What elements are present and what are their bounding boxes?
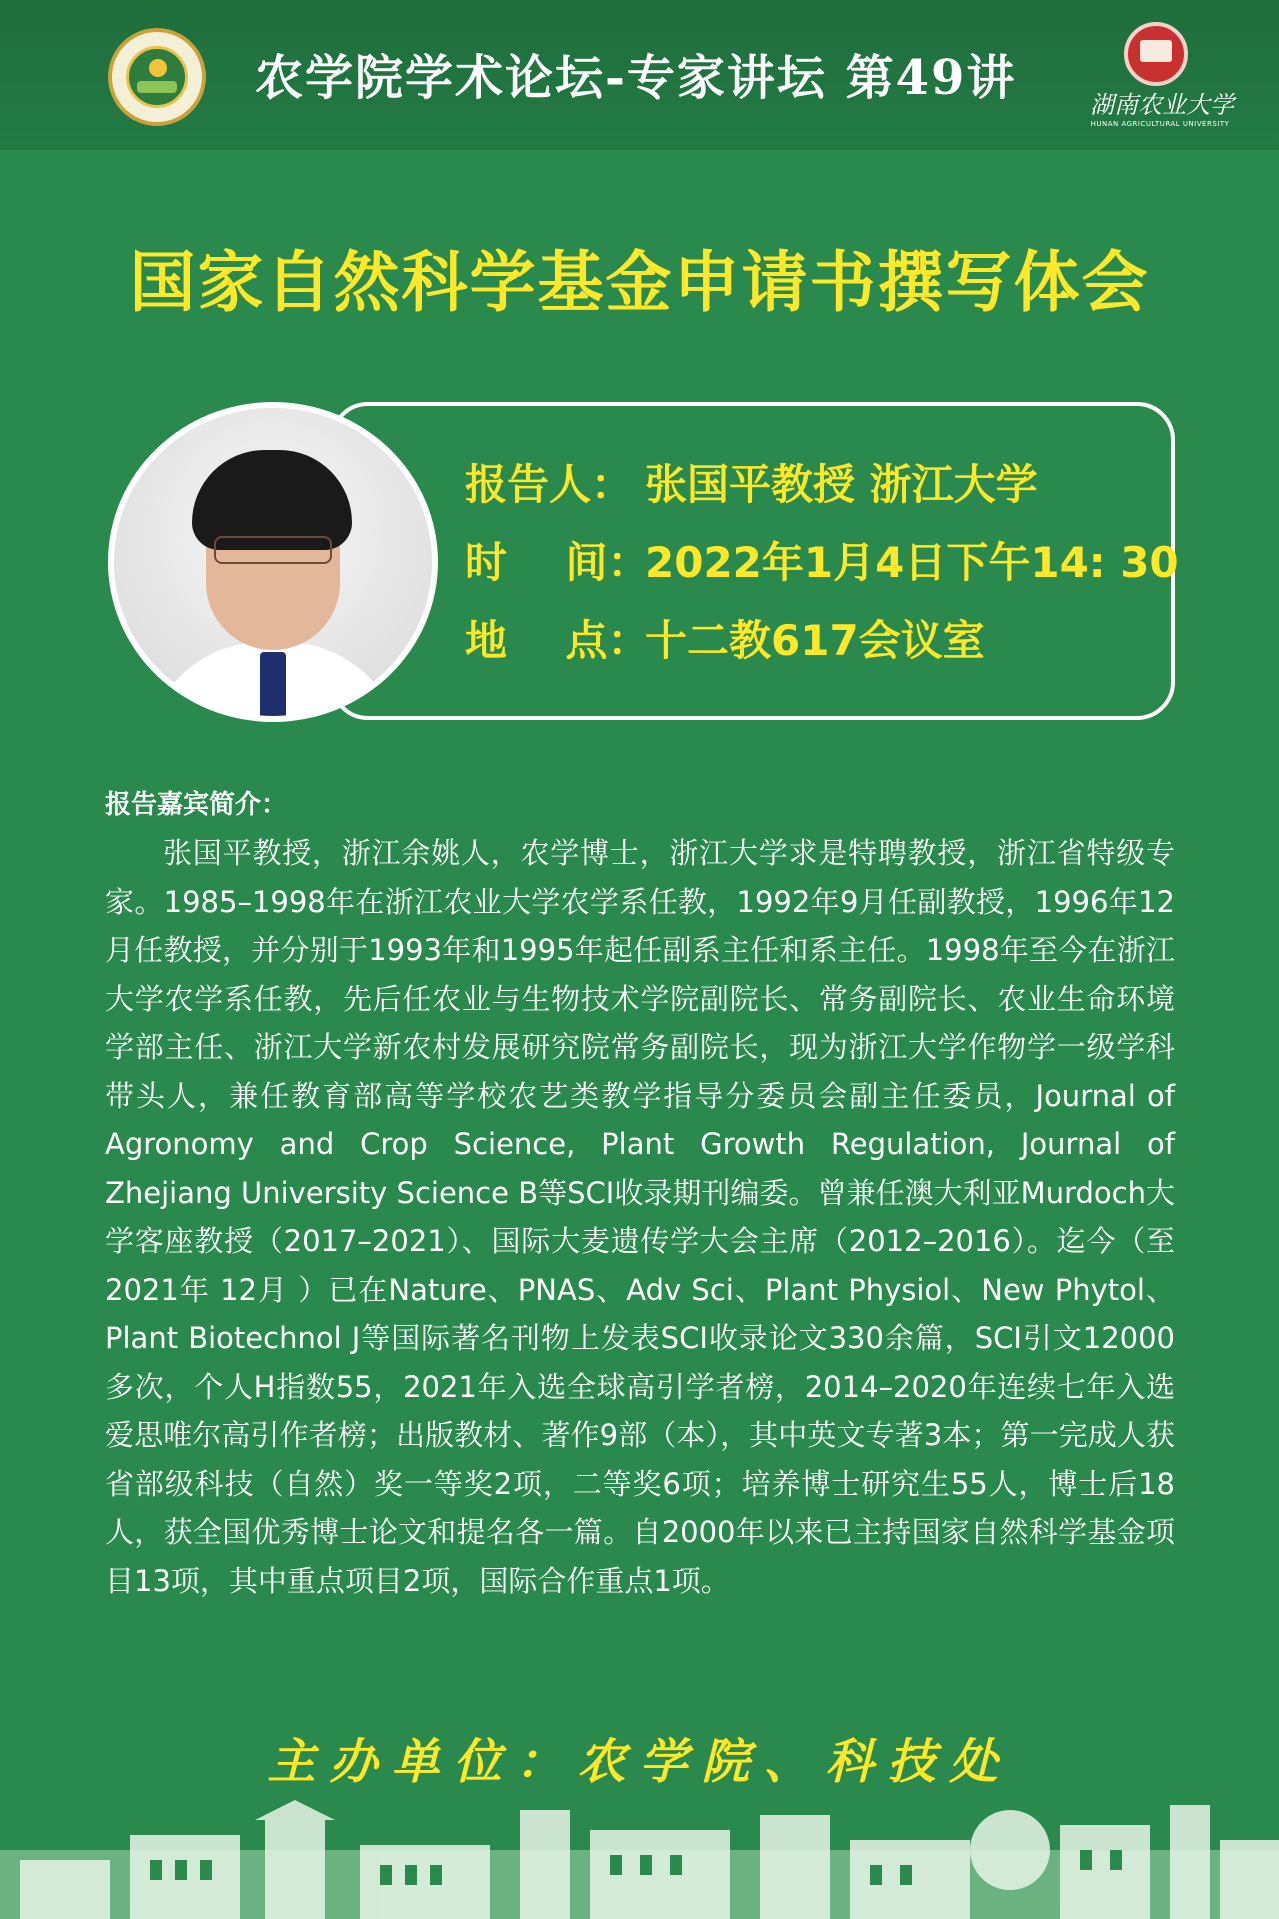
place-value: 十二教617会议室 xyxy=(645,616,985,665)
speaker-label: 报告人： xyxy=(465,460,634,509)
college-logo xyxy=(108,28,206,126)
speaker-bio: 张国平教授，浙江余姚人，农学博士，浙江大学求是特聘教授，浙江省特级专家。1985–1998年在浙江农业大学农学系任教，1992年9月任副教授，1996年12月任教授，并分别于1993年和1995年起任副系主任和系主任。1998年至今在浙江大学农学系任教，先后任农业与生物技术学院副院长、常务副院长、农业生命环境学部主任、浙江大学新农村发展研究院常务副院长，现为浙江大学作物学一级学科带头人，兼任教育部高等学校农艺类教学指导分委员会副主任委员，Journal of Agronomy and Crop Science, Plant Growth Regulation, Journal of Zhejiang University Science B等SCI收录期刊编委。曾兼任澳大利亚Murdoch大学客座教授（2017–2021）、国际大麦遗传学大会主席（2012–2016）。迄今（至2021年 12月 ）已在Nature、PNAS、Adv Sci、Plant Physiol、New Phytol、Plant Biotechnol J等国际著名刊物上发表SCI收录论文330余篇，SCI引文12000多次，个人H指数55，2021年入选全球高引学者榜，2014–2020年连续七年入选爱思唯尔高引作者榜；出版教材、著作9部（本），其中英文专著3本；第一完成人获省部级科技（自然）奖一等奖2项，二等奖6项；培养博士研究生55人，博士后18人，获全国优秀博士论文和提名各一篇。自2000年以来已主持国家自然科学基金项目13项，其中重点项目2项，国际合作重点1项。 xyxy=(105,836,1175,1598)
university-logo xyxy=(1124,22,1188,86)
intro-heading: 报告嘉宾简介： xyxy=(105,790,288,820)
time-label: 时 间： xyxy=(465,538,650,587)
organizer-line: 主办单位：农学院、科技处 xyxy=(267,1734,1012,1790)
place-label: 地 点： xyxy=(465,616,650,665)
forum-title: 农学院学术论坛-专家讲坛 第49讲 xyxy=(255,50,1017,106)
speaker-row xyxy=(465,458,1038,512)
time-row xyxy=(465,536,1179,590)
university-name-en: HUNAN AGRICULTURAL UNIVERSITY xyxy=(1090,120,1230,128)
time-value: 2022年1月4日下午14: 30 xyxy=(645,538,1179,587)
speaker-photo xyxy=(108,402,438,722)
campus-skyline-illustration xyxy=(0,1780,1279,1919)
lecture-title: 国家自然科学基金申请书撰写体会 xyxy=(129,244,1150,321)
header-bar xyxy=(0,0,1279,150)
university-name: 湖南农业大学 xyxy=(1090,91,1234,119)
speaker-value: 张国平教授 浙江大学 xyxy=(645,460,1038,509)
place-row xyxy=(465,614,985,668)
